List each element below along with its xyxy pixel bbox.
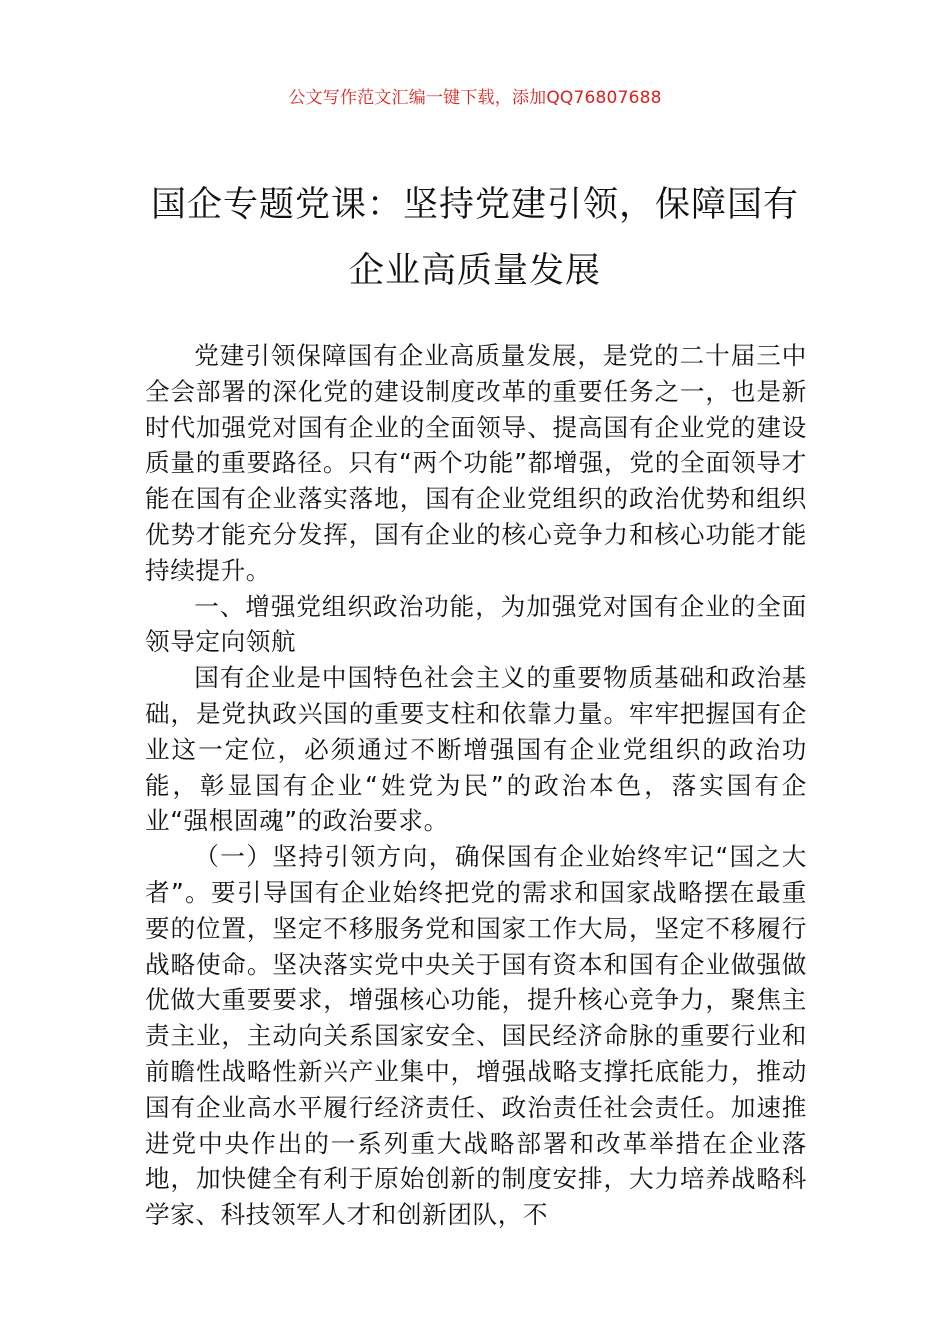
title-line-2: 企业高质量发展 [348,251,601,291]
section-heading-1: 一、增强党组织政治功能，为加强党对国有企业的全面领导定向领航 [145,591,807,657]
download-banner: 公文写作范文汇编一键下载，添加QQ76807688 [288,88,662,108]
section-paragraph: 国有企业是中国特色社会主义的重要物质基础和政治基础，是党执政兴国的重要支柱和依靠力量。牢牢把握国有企业这一定位，必须通过不断增强国有企业党组织的政治功能，彰显国有企业“姓党为民”的政治本色，落实国有企业“强根固魂”的政治要求。 [145,663,807,836]
document-title [150,172,800,304]
title-line-1: 国企专题党课：坚持党建引领，保障国有 [150,185,799,225]
subsection-paragraph: （一）坚持引领方向，确保国有企业始终牢记“国之大者”。要引导国有企业始终把党的需求和国家战略摆在最重要的位置，坚定不移服务党和国家工作大局，坚定不移履行战略使命。坚决落实党中央关于国有资本和国有企业做强做优做大重要要求，增强核心功能，提升核心竞争力，聚焦主责主业，主动向关系国家安全、国民经济命脉的重要行业和前瞻性战略性新兴产业集中，增强战略支撑托底能力，推动国有企业高水平履行经济责任、政治责任社会责任。加速推进党中央作出的一系列重大战略部署和改革举措在企业落地，加快健全有利于原始创新的制度安排，大力培养战略科学家、科技领军人才和创新团队，不 [145,842,807,1230]
intro-paragraph: 党建引领保障国有企业高质量发展，是党的二十届三中全会部署的深化党的建设制度改革的重要任务之一，也是新时代加强党对国有企业的全面领导、提高国有企业党的建设质量的重要路径。只有“两个功能”都增强，党的全面领导才能在国有企业落实落地，国有企业党组织的政治优势和组织优势才能充分发挥，国有企业的核心竞争力和核心功能才能持续提升。 [145,341,807,585]
document-body [145,338,807,1233]
